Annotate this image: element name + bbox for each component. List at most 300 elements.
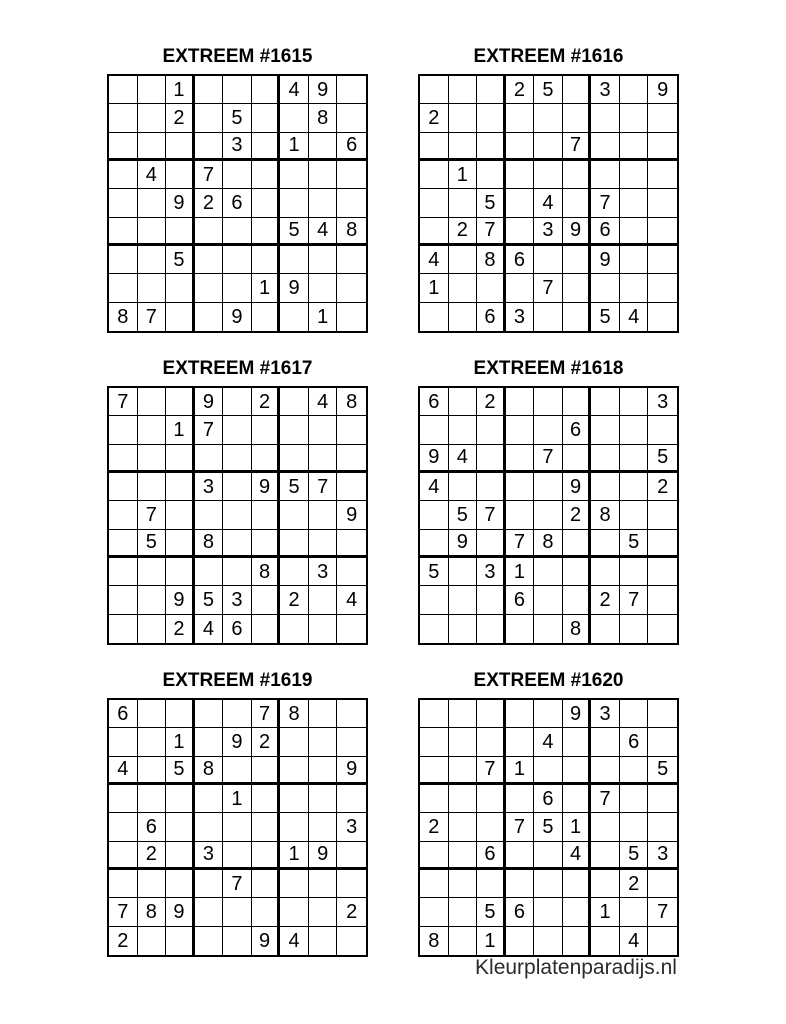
sudoku-cell: 5 — [449, 501, 478, 529]
sudoku-cell — [138, 586, 167, 614]
puzzle-sheet — [107, 46, 679, 957]
sudoku-cell — [195, 870, 224, 898]
sudoku-cell — [648, 218, 677, 246]
sudoku-cell — [648, 303, 677, 331]
sudoku-cell: 1 — [252, 274, 281, 302]
sudoku-cell — [166, 700, 195, 728]
sudoku-cell — [138, 615, 167, 643]
sudoku-cell — [648, 927, 677, 955]
sudoku-cell — [280, 189, 309, 217]
sudoku-cell: 2 — [420, 104, 449, 132]
sudoku-cell — [449, 76, 478, 104]
sudoku-cell: 5 — [477, 189, 506, 217]
sudoku-cell — [506, 218, 535, 246]
sudoku-cell — [506, 274, 535, 302]
sudoku-cell — [138, 218, 167, 246]
sudoku-cell — [449, 246, 478, 274]
sudoku-cell — [563, 388, 592, 416]
sudoku-cell — [309, 870, 338, 898]
sudoku-cell — [534, 842, 563, 870]
sudoku-cell: 7 — [506, 530, 535, 558]
sudoku-cell: 5 — [648, 445, 677, 473]
sudoku-cell — [648, 161, 677, 189]
sudoku-cell — [252, 615, 281, 643]
sudoku-cell: 8 — [337, 388, 366, 416]
sudoku-cell — [138, 388, 167, 416]
sudoku-cell — [109, 842, 138, 870]
sudoku-cell — [648, 615, 677, 643]
sudoku-cell — [138, 473, 167, 501]
sudoku-cell — [420, 189, 449, 217]
sudoku-cell — [138, 246, 167, 274]
sudoku-cell — [420, 898, 449, 926]
sudoku-cell: 1 — [506, 558, 535, 586]
sudoku-cell: 5 — [195, 586, 224, 614]
sudoku-cell — [109, 728, 138, 756]
sudoku-cell: 7 — [477, 757, 506, 785]
sudoku-cell: 1 — [477, 927, 506, 955]
sudoku-cell: 2 — [252, 388, 281, 416]
sudoku-cell: 7 — [138, 303, 167, 331]
sudoku-cell — [280, 898, 309, 926]
sudoku-cell — [109, 274, 138, 302]
sudoku-cell — [309, 813, 338, 841]
sudoku-cell — [477, 785, 506, 813]
sudoku-cell — [591, 728, 620, 756]
sudoku-cell — [223, 161, 252, 189]
sudoku-cell — [620, 104, 649, 132]
sudoku-cell — [506, 161, 535, 189]
sudoku-cell — [195, 104, 224, 132]
sudoku-cell — [195, 558, 224, 586]
sudoku-cell: 6 — [109, 700, 138, 728]
sudoku-cell — [252, 303, 281, 331]
sudoku-cell — [109, 530, 138, 558]
sudoku-cell — [420, 133, 449, 161]
sudoku-cell — [506, 615, 535, 643]
sudoku-cell — [591, 927, 620, 955]
sudoku-cell — [195, 303, 224, 331]
sudoku-cell: 7 — [620, 586, 649, 614]
sudoku-cell: 6 — [591, 218, 620, 246]
sudoku-cell — [166, 303, 195, 331]
sudoku-cell — [337, 104, 366, 132]
sudoku-cell: 3 — [591, 700, 620, 728]
sudoku-cell — [534, 870, 563, 898]
sudoku-cell — [166, 133, 195, 161]
sudoku-cell: 8 — [109, 303, 138, 331]
sudoku-cell — [648, 586, 677, 614]
sudoku-grid — [418, 386, 679, 645]
puzzle-1620 — [418, 670, 679, 957]
sudoku-grid — [107, 74, 368, 333]
sudoku-cell — [534, 615, 563, 643]
sudoku-cell — [420, 728, 449, 756]
sudoku-cell — [309, 615, 338, 643]
sudoku-cell: 6 — [138, 813, 167, 841]
sudoku-grid — [418, 74, 679, 333]
sudoku-cell: 3 — [337, 813, 366, 841]
sudoku-cell: 5 — [280, 218, 309, 246]
sudoku-cell — [337, 246, 366, 274]
sudoku-cell: 1 — [563, 813, 592, 841]
sudoku-cell: 3 — [506, 303, 535, 331]
sudoku-cell — [195, 700, 224, 728]
sudoku-cell — [223, 842, 252, 870]
sudoku-cell — [591, 870, 620, 898]
sudoku-cell — [449, 388, 478, 416]
sudoku-cell — [138, 728, 167, 756]
sudoku-cell — [309, 530, 338, 558]
sudoku-cell — [138, 700, 167, 728]
sudoku-cell — [534, 473, 563, 501]
sudoku-cell: 6 — [506, 246, 535, 274]
sudoku-cell — [591, 757, 620, 785]
sudoku-cell — [166, 388, 195, 416]
sudoku-cell — [309, 133, 338, 161]
sudoku-cell — [506, 870, 535, 898]
sudoku-cell — [252, 416, 281, 444]
sudoku-cell — [620, 218, 649, 246]
sudoku-cell — [620, 615, 649, 643]
sudoku-cell — [449, 870, 478, 898]
sudoku-cell — [420, 416, 449, 444]
sudoku-cell — [252, 445, 281, 473]
sudoku-cell — [337, 728, 366, 756]
sudoku-cell: 5 — [477, 898, 506, 926]
sudoku-cell: 1 — [506, 757, 535, 785]
sudoku-cell — [648, 530, 677, 558]
sudoku-cell — [223, 757, 252, 785]
sudoku-cell — [591, 813, 620, 841]
sudoku-cell — [195, 218, 224, 246]
sudoku-cell — [620, 274, 649, 302]
sudoku-cell — [591, 530, 620, 558]
sudoku-cell — [563, 246, 592, 274]
sudoku-cell — [252, 870, 281, 898]
sudoku-cell — [420, 161, 449, 189]
sudoku-cell — [506, 700, 535, 728]
sudoku-cell — [166, 445, 195, 473]
sudoku-cell — [506, 133, 535, 161]
sudoku-cell — [252, 586, 281, 614]
sudoku-cell — [420, 785, 449, 813]
sudoku-cell — [534, 558, 563, 586]
sudoku-cell: 5 — [648, 757, 677, 785]
sudoku-cell — [506, 416, 535, 444]
puzzle-title: EXTREEM #1616 — [473, 46, 624, 67]
sudoku-cell: 5 — [166, 757, 195, 785]
sudoku-cell — [109, 501, 138, 529]
sudoku-cell — [506, 388, 535, 416]
sudoku-cell: 9 — [591, 246, 620, 274]
sudoku-cell — [252, 76, 281, 104]
sudoku-cell — [337, 416, 366, 444]
sudoku-cell: 5 — [420, 558, 449, 586]
sudoku-cell — [449, 813, 478, 841]
sudoku-cell — [309, 927, 338, 955]
puzzle-title: EXTREEM #1619 — [162, 670, 313, 691]
sudoku-cell: 9 — [648, 76, 677, 104]
sudoku-cell — [195, 785, 224, 813]
sudoku-cell — [620, 388, 649, 416]
sudoku-cell — [534, 416, 563, 444]
sudoku-cell — [280, 246, 309, 274]
sudoku-cell — [109, 161, 138, 189]
sudoku-cell — [309, 757, 338, 785]
sudoku-cell — [563, 274, 592, 302]
sudoku-cell — [620, 473, 649, 501]
sudoku-cell — [563, 728, 592, 756]
sudoku-cell — [449, 700, 478, 728]
sudoku-cell: 4 — [280, 927, 309, 955]
sudoku-cell: 2 — [620, 870, 649, 898]
sudoku-cell — [166, 218, 195, 246]
sudoku-cell: 8 — [195, 757, 224, 785]
sudoku-cell — [477, 700, 506, 728]
sudoku-cell — [280, 785, 309, 813]
sudoku-cell — [477, 473, 506, 501]
sudoku-cell — [138, 558, 167, 586]
sudoku-cell — [309, 700, 338, 728]
sudoku-cell: 7 — [477, 501, 506, 529]
sudoku-cell — [563, 870, 592, 898]
sudoku-cell — [591, 104, 620, 132]
puzzle-title: EXTREEM #1617 — [162, 358, 313, 379]
sudoku-cell — [449, 927, 478, 955]
sudoku-cell — [309, 189, 338, 217]
sudoku-cell — [620, 416, 649, 444]
sudoku-cell — [109, 189, 138, 217]
sudoku-cell — [138, 76, 167, 104]
sudoku-cell: 7 — [534, 445, 563, 473]
sudoku-cell: 4 — [337, 586, 366, 614]
sudoku-cell: 8 — [563, 615, 592, 643]
sudoku-cell: 4 — [420, 473, 449, 501]
sudoku-cell — [109, 76, 138, 104]
sudoku-cell: 9 — [223, 728, 252, 756]
sudoku-cell — [477, 274, 506, 302]
sudoku-grid — [107, 698, 368, 957]
sudoku-cell — [166, 473, 195, 501]
sudoku-cell: 9 — [166, 189, 195, 217]
sudoku-cell — [477, 104, 506, 132]
sudoku-cell — [337, 76, 366, 104]
sudoku-cell — [337, 473, 366, 501]
sudoku-cell: 9 — [309, 76, 338, 104]
sudoku-cell: 3 — [534, 218, 563, 246]
sudoku-cell: 3 — [195, 842, 224, 870]
sudoku-cell — [195, 813, 224, 841]
sudoku-cell: 7 — [109, 388, 138, 416]
sudoku-cell — [280, 615, 309, 643]
puzzle-title: EXTREEM #1620 — [473, 670, 624, 691]
sudoku-cell — [223, 445, 252, 473]
sudoku-cell: 6 — [477, 303, 506, 331]
sudoku-cell — [449, 133, 478, 161]
sudoku-cell: 7 — [534, 274, 563, 302]
sudoku-cell — [309, 501, 338, 529]
sudoku-cell: 3 — [591, 76, 620, 104]
sudoku-cell: 9 — [563, 218, 592, 246]
sudoku-cell — [223, 813, 252, 841]
sudoku-cell — [534, 757, 563, 785]
sudoku-cell — [252, 898, 281, 926]
sudoku-cell: 4 — [195, 615, 224, 643]
sudoku-cell — [109, 785, 138, 813]
sudoku-cell: 8 — [420, 927, 449, 955]
sudoku-cell — [138, 870, 167, 898]
sudoku-cell: 6 — [563, 416, 592, 444]
sudoku-cell: 4 — [620, 303, 649, 331]
sudoku-cell — [223, 76, 252, 104]
sudoku-cell: 2 — [449, 218, 478, 246]
sudoku-cell — [477, 728, 506, 756]
sudoku-cell — [138, 445, 167, 473]
sudoku-grid — [418, 698, 679, 957]
sudoku-cell — [449, 473, 478, 501]
sudoku-cell — [591, 388, 620, 416]
sudoku-cell — [166, 813, 195, 841]
sudoku-cell — [591, 473, 620, 501]
sudoku-cell — [337, 530, 366, 558]
sudoku-cell — [252, 104, 281, 132]
sudoku-cell — [591, 416, 620, 444]
sudoku-cell — [166, 870, 195, 898]
sudoku-cell: 7 — [309, 473, 338, 501]
sudoku-cell — [109, 133, 138, 161]
sudoku-cell: 7 — [648, 898, 677, 926]
sudoku-cell: 3 — [477, 558, 506, 586]
sudoku-cell: 2 — [648, 473, 677, 501]
sudoku-cell: 6 — [620, 728, 649, 756]
sudoku-cell: 9 — [309, 842, 338, 870]
sudoku-cell: 4 — [109, 757, 138, 785]
sudoku-cell — [620, 558, 649, 586]
sudoku-cell: 5 — [138, 530, 167, 558]
sudoku-cell: 5 — [591, 303, 620, 331]
sudoku-cell — [223, 700, 252, 728]
sudoku-cell: 2 — [506, 76, 535, 104]
sudoku-cell — [309, 274, 338, 302]
sudoku-cell — [252, 189, 281, 217]
sudoku-cell — [309, 728, 338, 756]
puzzle-1617 — [107, 358, 368, 645]
sudoku-cell — [591, 133, 620, 161]
sudoku-cell — [195, 728, 224, 756]
sudoku-cell — [477, 161, 506, 189]
sudoku-cell — [506, 189, 535, 217]
sudoku-cell — [309, 586, 338, 614]
sudoku-cell — [534, 161, 563, 189]
sudoku-cell — [337, 870, 366, 898]
sudoku-cell — [648, 813, 677, 841]
sudoku-cell: 8 — [477, 246, 506, 274]
sudoku-cell — [280, 303, 309, 331]
sudoku-cell: 9 — [563, 473, 592, 501]
sudoku-cell — [563, 161, 592, 189]
sudoku-cell — [138, 927, 167, 955]
sudoku-cell — [648, 246, 677, 274]
sudoku-cell — [309, 161, 338, 189]
sudoku-cell: 6 — [506, 898, 535, 926]
sudoku-cell — [252, 218, 281, 246]
sudoku-cell — [166, 501, 195, 529]
sudoku-cell: 2 — [252, 728, 281, 756]
sudoku-cell: 5 — [620, 530, 649, 558]
sudoku-cell — [138, 104, 167, 132]
sudoku-cell — [337, 700, 366, 728]
sudoku-cell: 2 — [563, 501, 592, 529]
sudoku-cell: 6 — [477, 842, 506, 870]
sudoku-cell — [648, 700, 677, 728]
sudoku-cell: 9 — [166, 898, 195, 926]
sudoku-cell: 9 — [420, 445, 449, 473]
sudoku-cell — [620, 161, 649, 189]
sudoku-cell — [591, 558, 620, 586]
sudoku-cell: 9 — [252, 473, 281, 501]
sudoku-cell: 8 — [138, 898, 167, 926]
sudoku-cell — [477, 76, 506, 104]
sudoku-cell — [252, 246, 281, 274]
sudoku-cell — [109, 246, 138, 274]
sudoku-cell: 8 — [252, 558, 281, 586]
sudoku-cell: 2 — [138, 842, 167, 870]
sudoku-cell — [420, 700, 449, 728]
sudoku-cell — [563, 898, 592, 926]
sudoku-cell — [449, 842, 478, 870]
sudoku-cell — [252, 842, 281, 870]
sudoku-cell — [420, 842, 449, 870]
sudoku-cell — [223, 501, 252, 529]
sudoku-cell — [309, 416, 338, 444]
sudoku-cell: 5 — [166, 246, 195, 274]
sudoku-cell — [109, 586, 138, 614]
sudoku-cell — [534, 898, 563, 926]
sudoku-cell — [337, 785, 366, 813]
sudoku-cell — [506, 445, 535, 473]
sudoku-cell: 2 — [166, 615, 195, 643]
sudoku-cell: 6 — [506, 586, 535, 614]
sudoku-cell — [252, 813, 281, 841]
sudoku-cell: 1 — [449, 161, 478, 189]
sudoku-cell: 6 — [420, 388, 449, 416]
sudoku-cell — [648, 558, 677, 586]
sudoku-cell: 8 — [591, 501, 620, 529]
sudoku-cell — [337, 842, 366, 870]
sudoku-cell — [109, 473, 138, 501]
sudoku-cell: 4 — [280, 76, 309, 104]
sudoku-cell — [563, 586, 592, 614]
sudoku-cell: 2 — [280, 586, 309, 614]
sudoku-cell: 8 — [337, 218, 366, 246]
sudoku-cell: 1 — [223, 785, 252, 813]
sudoku-cell: 6 — [337, 133, 366, 161]
sudoku-cell — [563, 558, 592, 586]
sudoku-cell — [252, 501, 281, 529]
sudoku-cell — [563, 104, 592, 132]
sudoku-cell: 7 — [195, 161, 224, 189]
sudoku-cell: 3 — [223, 133, 252, 161]
sudoku-cell — [223, 246, 252, 274]
sudoku-cell — [534, 501, 563, 529]
sudoku-cell: 9 — [252, 927, 281, 955]
puzzle-1619 — [107, 670, 368, 957]
sudoku-cell — [648, 785, 677, 813]
sudoku-cell — [138, 133, 167, 161]
sudoku-cell — [166, 530, 195, 558]
sudoku-cell — [109, 104, 138, 132]
